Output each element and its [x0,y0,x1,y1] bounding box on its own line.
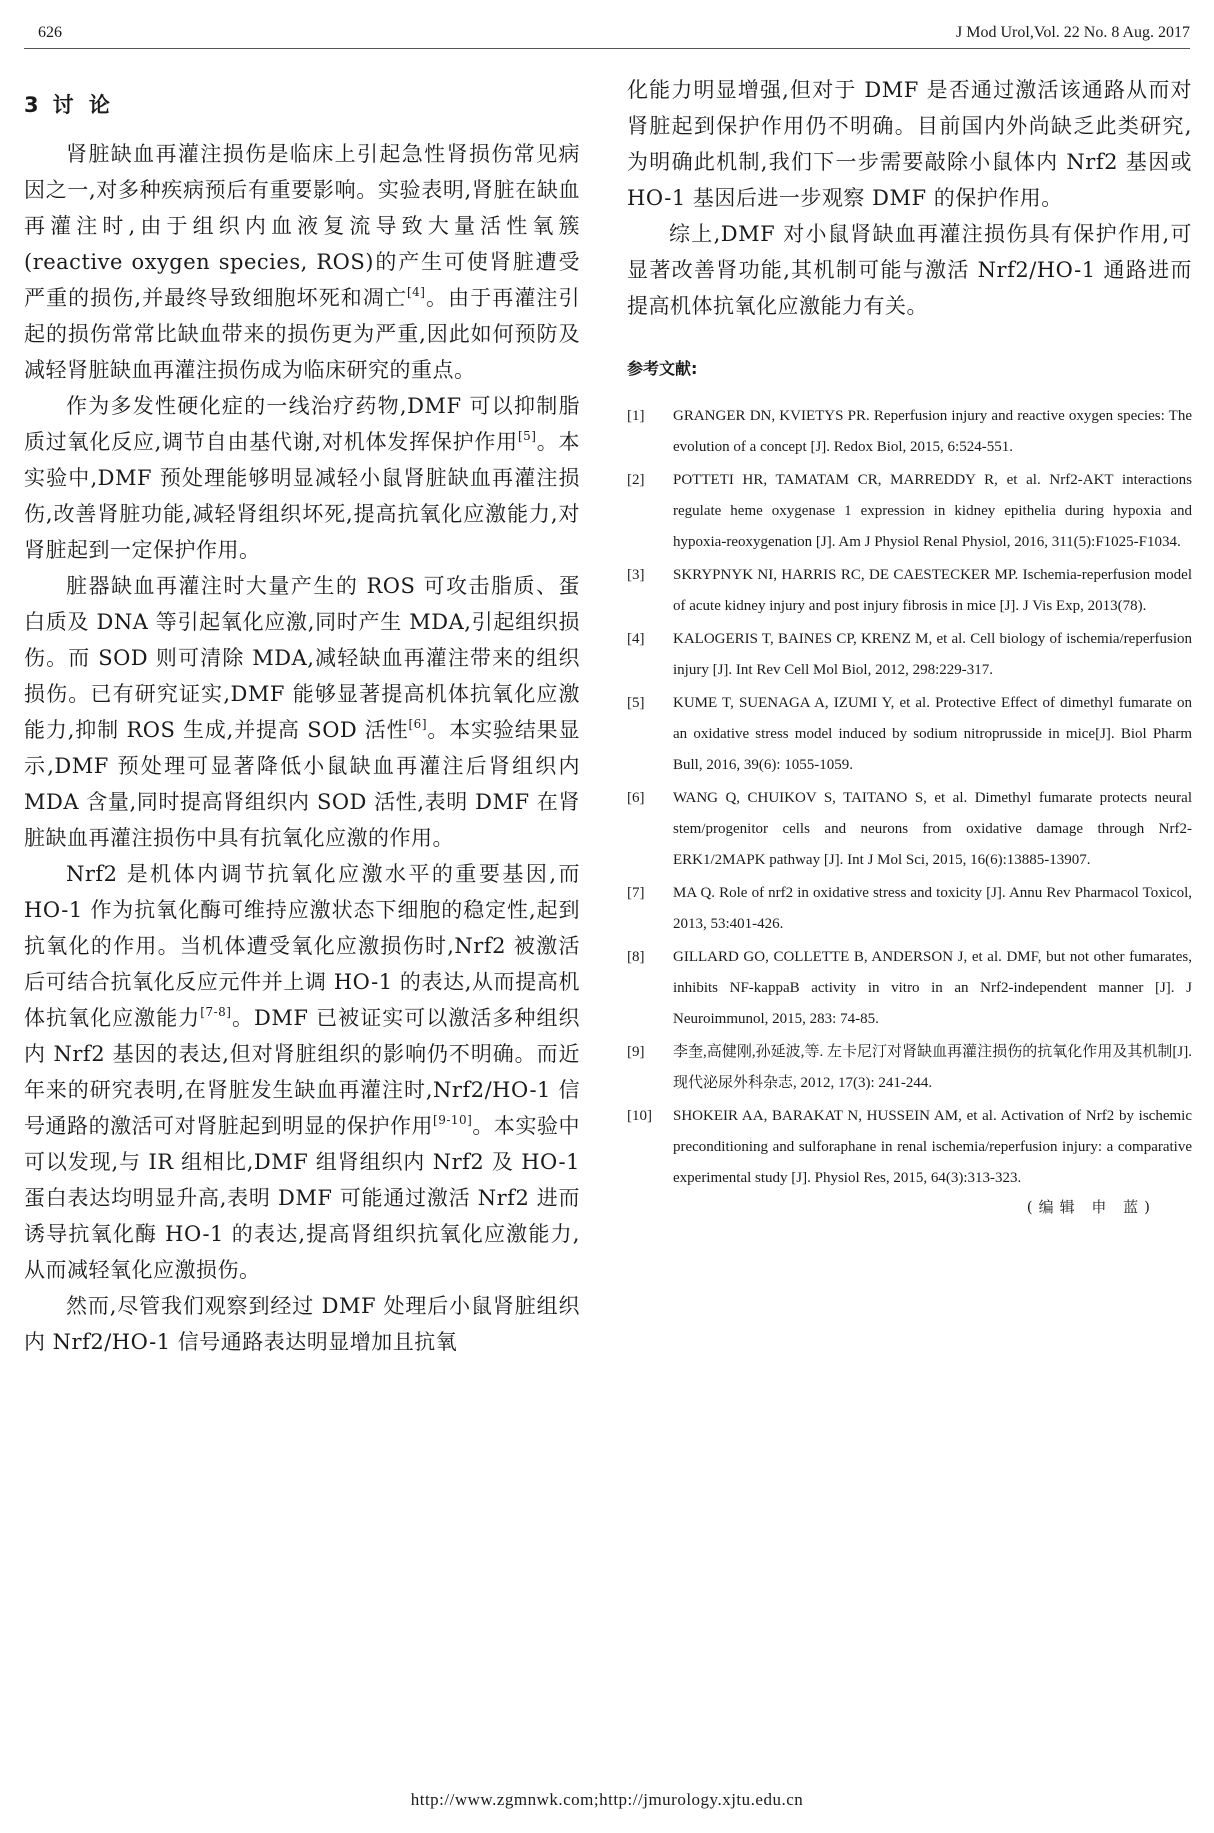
body-paragraph [24,568,580,856]
reference-text: KALOGERIS T, BAINES CP, KRENZ M, et al. Cell biology of ischemia/reperfusion injury [J]. Int Rev Cell Mol Biol, 2012, 298:229-317. [673,631,1192,678]
paragraph-text: 。本实验中可以发现,与 IR 组相比,DMF 组肾组织内 Nrf2 及 HO-1 蛋白表达均明显升高,表明 DMF 可能通过激活 Nrf2 进而诱导抗氧化酶 HO-1 的表达,提高肾组织抗氧化应激能力,从而减轻氧化应激损伤。 [24,1114,580,1282]
citation-marker: [4] [406,285,426,299]
paragraph-text: 肾脏缺血再灌注损伤是临床上引起急性肾损伤常见病因之一,对多种疾病预后有重要影响。实验表明,肾脏在缺血再灌注时,由于组织内血液复流导致大量活性氧簇(reactive oxygen species, ROS)的产生可使肾脏遭受严重的损伤,并最终导致细胞坏死和凋亡 [24,142,580,310]
reference-item [627,878,1192,940]
references-heading: 参考文献: [627,359,698,378]
running-header [24,22,1190,49]
editor-note: (编辑 申 蓝) [1026,1198,1156,1216]
reference-number: [8] [627,949,645,965]
right-column [627,72,1192,1217]
reference-text: SHOKEIR AA, BARAKAT N, HUSSEIN AM, et al. Activation of Nrf2 by ischemic preconditioning and sulforaphane in renal ischemia/reperfusion injury: a comparative experimental study [J]. Physiol Res, 2015, 64(3):313-323. [673,1108,1192,1186]
paragraph-text: 脏器缺血再灌注时大量产生的 ROS 可攻击脂质、蛋白质及 DNA 等引起氧化应激,同时产生 MDA,引起组织损伤。而 SOD 则可清除 MDA,减轻缺血再灌注带来的组织损伤。已有研究证实,DMF 能够显著提高机体抗氧化应激能力,抑制 ROS 生成,并提高 SOD 活性 [24,574,580,742]
reference-item [627,465,1192,558]
reference-text: MA Q. Role of nrf2 in oxidative stress and toxicity [J]. Annu Rev Pharmacol Toxicol, 2013, 53:401-426. [673,885,1192,932]
reference-text: 李奎,高健刚,孙延波,等. 左卡尼汀对肾缺血再灌注损伤的抗氧化作用及其机制[J]. 现代泌尿外科杂志, 2012, 17(3): 241-244. [673,1044,1192,1091]
paragraph-text: Nrf2 是机体内调节抗氧化应激水平的重要基因,而 HO-1 作为抗氧化酶可维持应激状态下细胞的稳定性,起到抗氧化的作用。当机体遭受氧化应激损伤时,Nrf2 被激活后可结合抗氧化反应元件并上调 HO-1 的表达,从而提高机体抗氧化应激能力 [24,862,580,1030]
page-number: 626 [38,24,62,41]
paragraph-text: 作为多发性硬化症的一线治疗药物,DMF 可以抑制脂质过氧化反应,调节自由基代谢,对机体发挥保护作用 [24,394,580,454]
journal-citation: J Mod Urol,Vol. 22 No. 8 Aug. 2017 [956,24,1190,41]
body-paragraph [24,1288,580,1360]
reference-number: [5] [627,695,645,711]
reference-number: [1] [627,408,645,424]
section-heading [24,90,580,120]
citation-marker: [5] [517,429,537,443]
paragraph-text: 化能力明显增强,但对于 DMF 是否通过激活该通路从而对肾脏起到保护作用仍不明确。目前国内外尚缺乏此类研究,为明确此机制,我们下一步需要敲除小鼠体内 Nrf2 基因或 HO-1 基因后进一步观察 DMF 的保护作用。 [627,78,1192,210]
reference-number: [6] [627,790,645,806]
reference-number: [3] [627,567,645,583]
section-title: 讨 论 [52,93,114,117]
reference-number: [7] [627,885,645,901]
citation-marker: [7-8] [200,1005,232,1019]
reference-text: GILLARD GO, COLLETTE B, ANDERSON J, et al. DMF, but not other fumarates, inhibits NF-kappaB activity in vitro in an Nrf2-independent manner [J]. J Neuroimmunol, 2015, 283: 74-85. [673,949,1192,1027]
left-column [24,72,580,1360]
reference-item [627,942,1192,1035]
reference-item [627,401,1192,463]
paragraph-text: 。本实验结果显示,DMF 预处理可显著降低小鼠缺血再灌注后肾组织内 MDA 含量,同时提高肾组织内 SOD 活性,表明 DMF 在肾脏缺血再灌注损伤中具有抗氧化应激的作用。 [24,718,581,850]
reference-text: POTTETI HR, TAMATAM CR, MARREDDY R, et al. Nrf2-AKT interactions regulate heme oxygenase 1 expression in kidney epithelia during hypoxia and hypoxia-reoxygenation [J]. Am J Physiol Renal Physiol, 2016, 311(5):F1025-F1034. [673,472,1192,550]
body-paragraph [627,72,1192,216]
reference-text: GRANGER DN, KVIETYS PR. Reperfusion injury and reactive oxygen species: The evolution of a concept [J]. Redox Biol, 2015, 6:524-551. [673,408,1192,455]
reference-item [627,624,1192,686]
paragraph-text: 然而,尽管我们观察到经过 DMF 处理后小鼠肾脏组织内 Nrf2/HO-1 信号通路表达明显增加且抗氧 [24,1294,580,1354]
body-paragraph [24,856,580,1288]
reference-number: [9] [627,1044,645,1060]
reference-list [627,401,1192,1194]
page-footer-urls: http://www.zgmnwk.com;http://jmurology.xjtu.edu.cn [410,1790,804,1809]
reference-item [627,688,1192,781]
body-paragraph [24,388,580,568]
reference-item [627,560,1192,622]
reference-item [627,1101,1192,1194]
discussion-body [24,136,580,1360]
citation-marker: [9-10] [433,1113,473,1127]
paragraph-text: 。DMF 已被证实可以激活多种组织内 Nrf2 基因的表达,但对肾脏组织的影响仍不明确。而近年来的研究表明,在肾脏发生缺血再灌注时,Nrf2/HO-1 信号通路的激活可对肾脏起到明显的保护作用 [24,1006,580,1138]
reference-item [627,1037,1192,1099]
reference-number: [10] [627,1108,652,1124]
reference-text: WANG Q, CHUIKOV S, TAITANO S, et al. Dimethyl fumarate protects neural stem/progenitor cells and neurons from oxidative damage through Nrf2-ERK1/2MAPK pathway [J]. Int J Mol Sci, 2015, 16(6):13885-13907. [673,790,1192,868]
reference-text: KUME T, SUENAGA A, IZUMI Y, et al. Protective Effect of dimethyl fumarate on an oxidative stress model induced by sodium nitroprusside in mice[J]. Biol Pharm Bull, 2016, 39(6): 1055-1059. [673,695,1192,773]
reference-item [627,783,1192,876]
citation-marker: [6] [408,717,427,731]
paragraph-text: 综上,DMF 对小鼠肾缺血再灌注损伤具有保护作用,可显著改善肾功能,其机制可能与激活 Nrf2/HO-1 通路进而提高机体抗氧化应激能力有关。 [627,222,1192,318]
reference-number: [4] [627,631,645,647]
section-number: 3 [24,93,39,117]
reference-number: [2] [627,472,645,488]
paragraph-text: 。由于再灌注引起的损伤常常比缺血带来的损伤更为严重,因此如何预防及减轻肾脏缺血再灌注损伤成为临床研究的重点。 [24,286,580,382]
body-paragraph [627,216,1192,324]
discussion-body-continued [627,72,1192,324]
paragraph-text: 。本实验中,DMF 预处理能够明显减轻小鼠肾脏缺血再灌注损伤,改善肾脏功能,减轻肾组织坏死,提高抗氧化应激能力,对肾脏起到一定保护作用。 [24,430,581,562]
reference-text: SKRYPNYK NI, HARRIS RC, DE CAESTECKER MP. Ischemia-reperfusion model of acute kidney injury and post injury fibrosis in mice [J]. J Vis Exp, 2013(78). [673,567,1192,614]
body-paragraph [24,136,580,388]
